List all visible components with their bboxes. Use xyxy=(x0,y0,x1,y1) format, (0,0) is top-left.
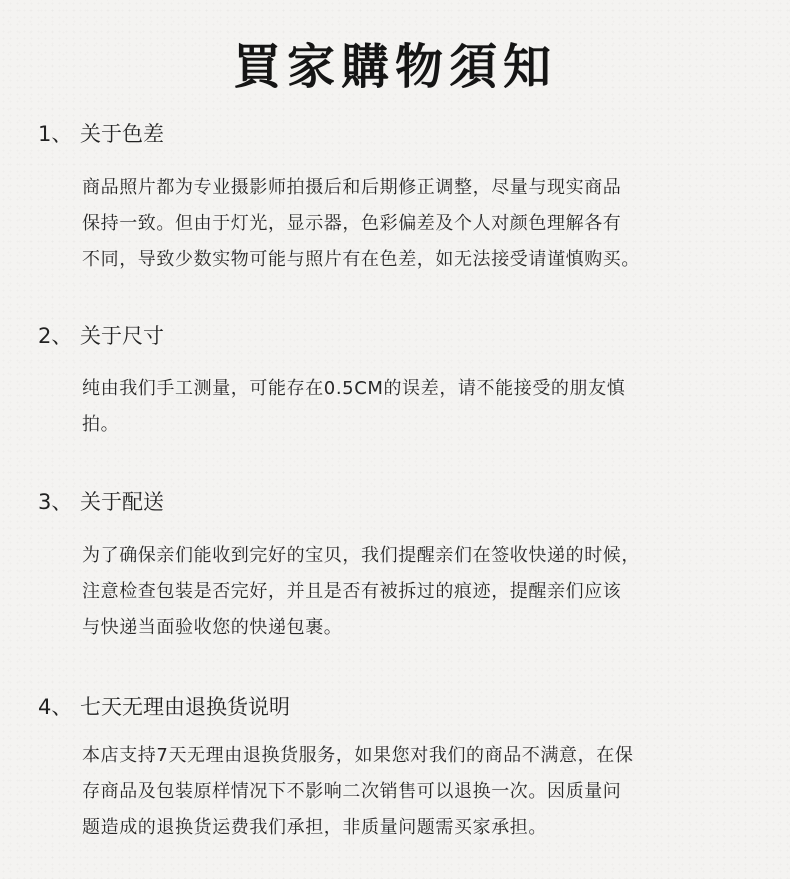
section-number: 3、 xyxy=(38,490,73,514)
body-line: 商品照片都为专业摄影师拍摄后和后期修正调整，尽量与现实商品 xyxy=(82,177,622,198)
body-line: 纯由我们手工测量，可能存在0.5CM的误差，请不能接受的朋友慎 xyxy=(82,378,626,399)
section-title: 关于色差 xyxy=(80,122,164,146)
page-title: 買家購物須知 xyxy=(232,39,557,95)
body-line: 不同，导致少数实物可能与照片有在色差，如无法接受请谨慎购买。 xyxy=(82,249,640,270)
section-heading xyxy=(38,691,290,721)
section-heading xyxy=(38,118,164,148)
body-line: 题造成的退换货运费我们承担，非质量问题需买家承担。 xyxy=(82,817,547,838)
section-number: 2、 xyxy=(38,324,73,348)
section-title: 七天无理由退换货说明 xyxy=(80,695,290,719)
body-line: 保持一致。但由于灯光，显示器，色彩偏差及个人对颜色理解各有 xyxy=(82,213,622,234)
section-number: 1、 xyxy=(38,122,73,146)
section-body xyxy=(82,738,633,846)
body-line: 存商品及包装原样情况下不影响二次销售可以退换一次。因质量问 xyxy=(82,781,622,802)
section-body xyxy=(82,538,640,646)
body-line: 本店支持7天无理由退换货服务，如果您对我们的商品不满意，在保 xyxy=(82,745,634,766)
section-heading xyxy=(38,486,164,516)
body-line: 拍。 xyxy=(82,414,120,435)
body-line: 与快递当面验收您的快递包裹。 xyxy=(82,617,343,638)
section-body xyxy=(82,170,640,278)
body-line: 为了确保亲们能收到完好的宝贝，我们提醒亲们在签收快递的时候， xyxy=(82,545,640,566)
section-body xyxy=(82,371,625,443)
section-title: 关于尺寸 xyxy=(80,324,164,348)
body-line: 注意检查包装是否完好，并且是否有被拆过的痕迹，提醒亲们应该 xyxy=(82,581,622,602)
section-heading xyxy=(38,320,164,350)
section-number: 4、 xyxy=(38,695,73,719)
section-title: 关于配送 xyxy=(80,490,164,514)
